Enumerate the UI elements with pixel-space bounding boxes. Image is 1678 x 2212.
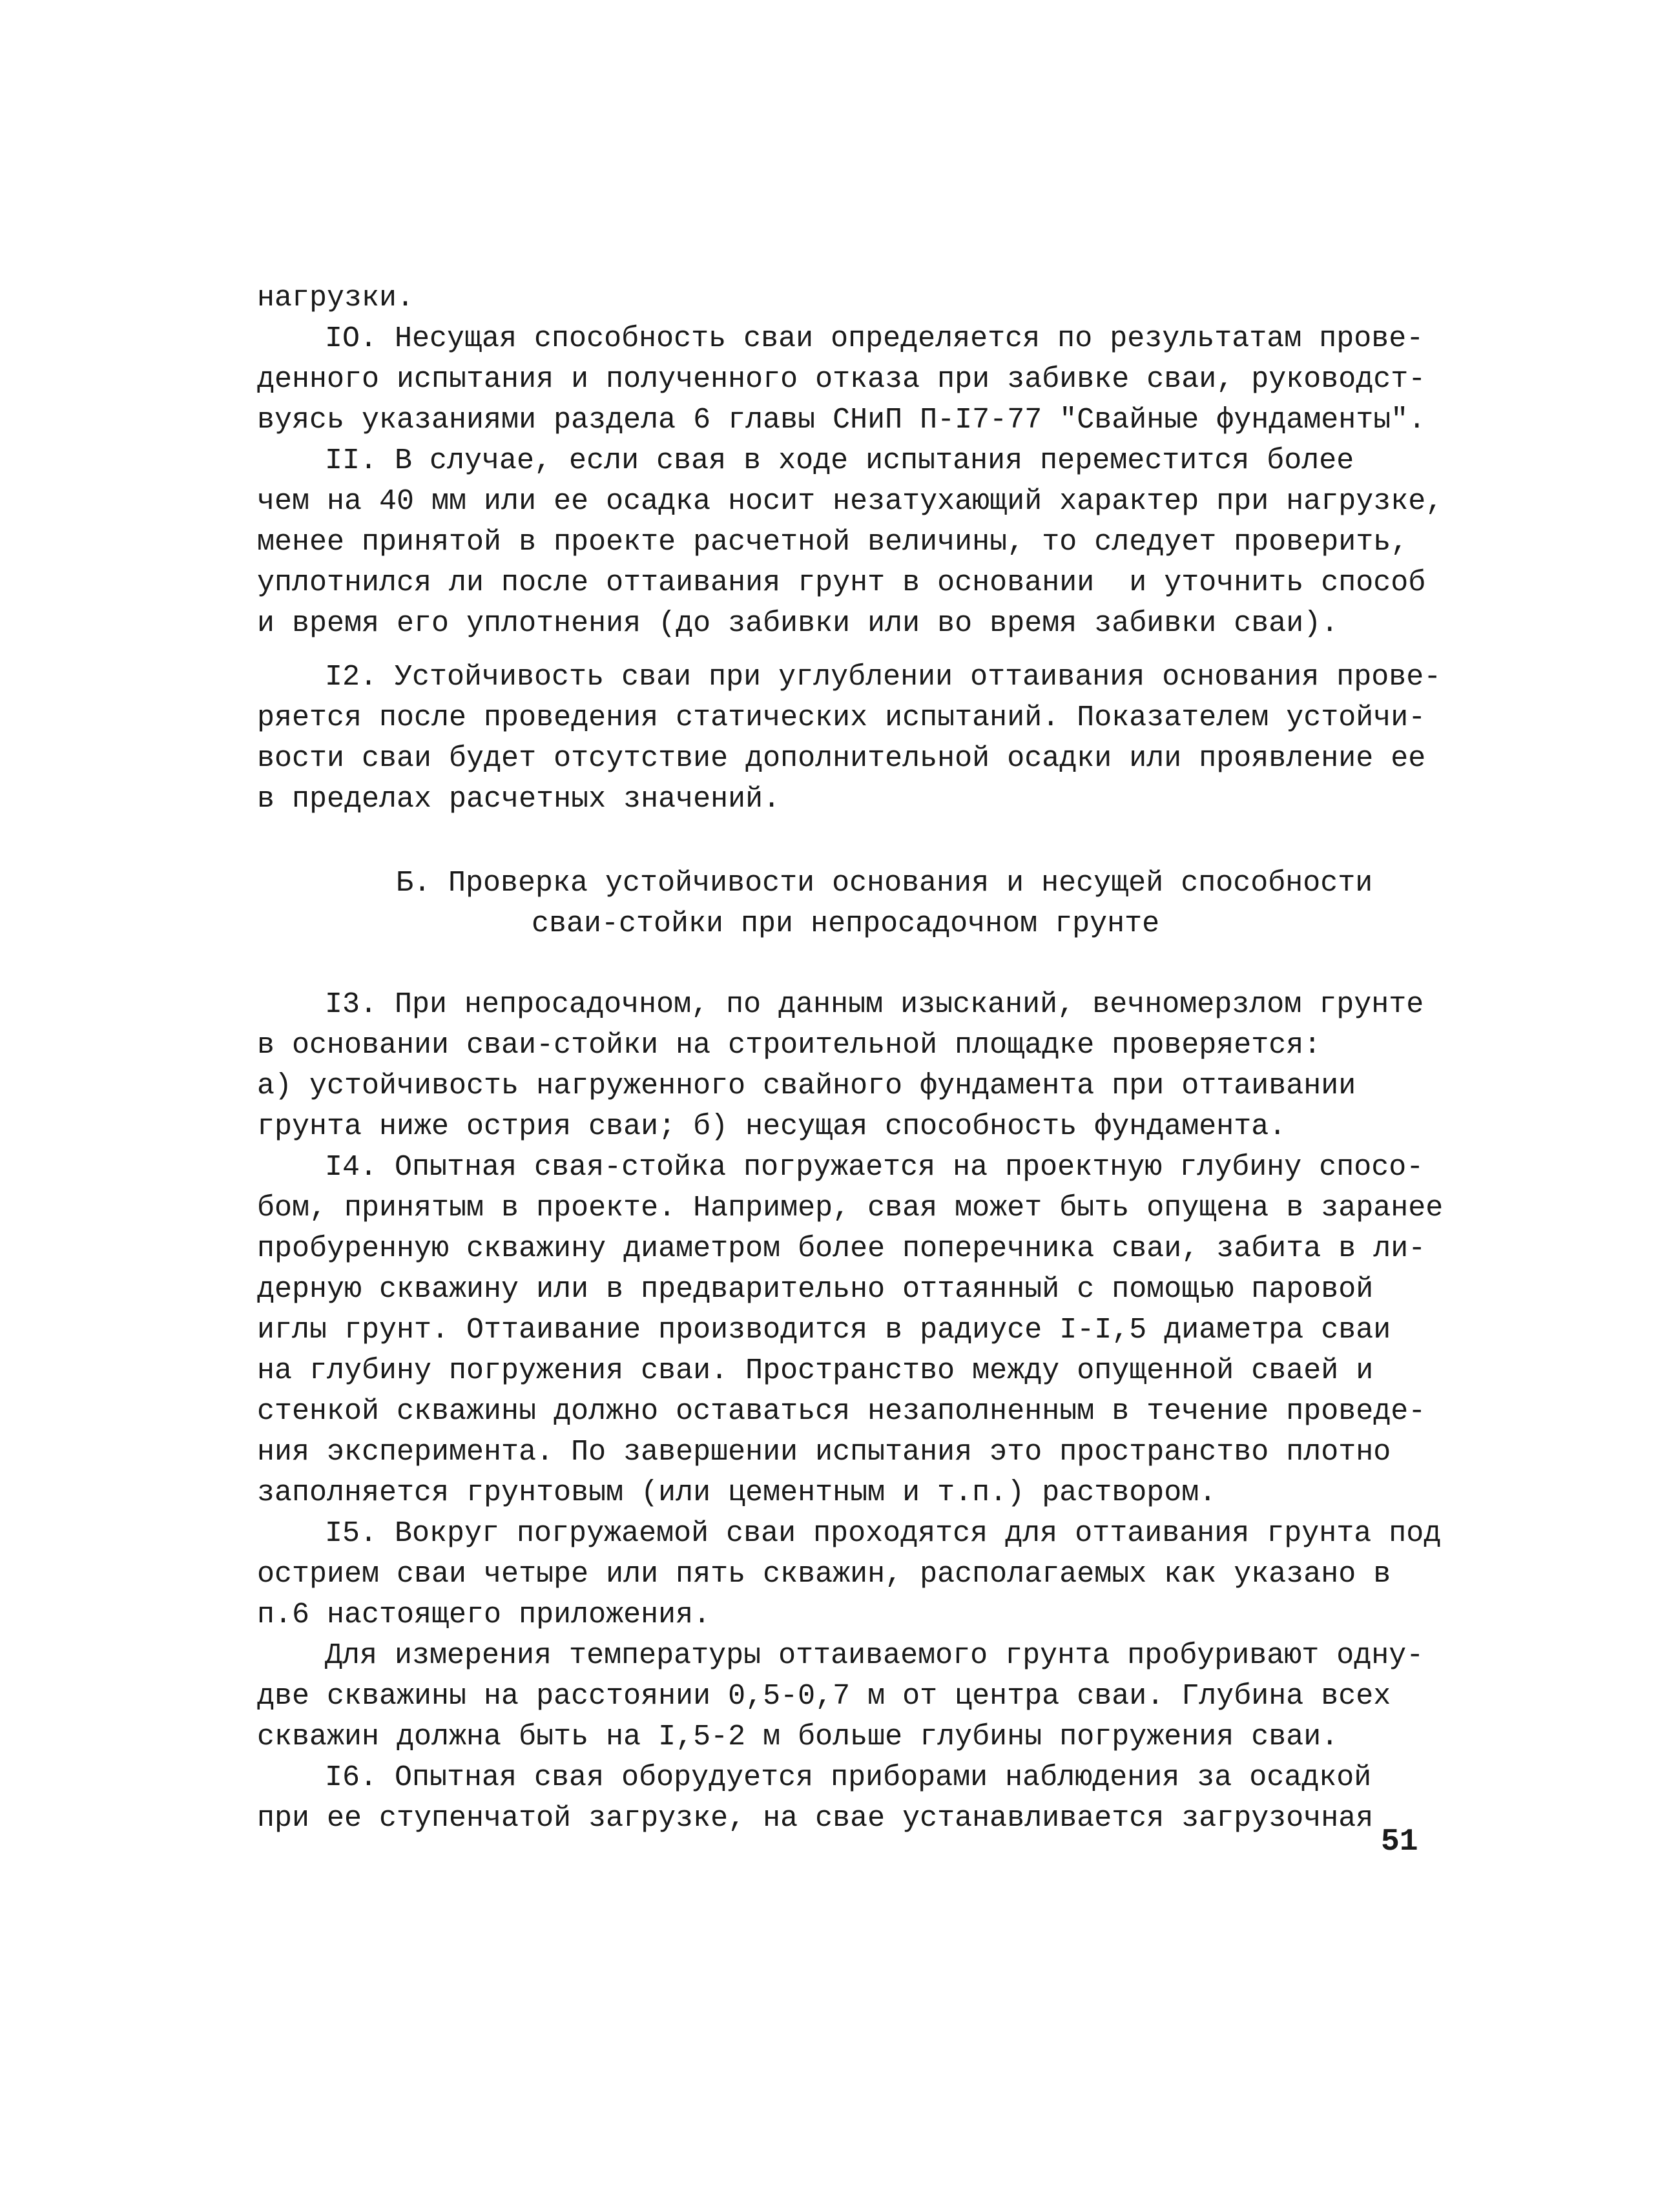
text-line: IO. Несущая способность сваи определяется по результатам прове- [325, 322, 1424, 355]
text-line: I3. При непросадочном, по данным изысканий, вечномерзлом грунте [325, 988, 1424, 1021]
text-line: менее принятой в проекте расчетной величины, то следует проверить, [257, 526, 1409, 559]
text-line: две скважины на расстоянии 0,5-0,7 м от центра сваи. Глубина всех [257, 1680, 1391, 1713]
text-line: грунта ниже острия сваи; б) несущая способность фундамента. [257, 1110, 1287, 1143]
text-line: а) устойчивость нагруженного свайного фундамента при оттаивании [257, 1070, 1356, 1102]
text-line: нагрузки. [257, 282, 415, 315]
text-line: вуясь указаниями раздела 6 главы СНиП П-I7-77 "Свайные фундаменты". [257, 404, 1426, 437]
text-line: вости сваи будет отсутствие дополнительной осадки или проявление ее [257, 742, 1426, 775]
text-line: и время его уплотнения (до забивки или во время забивки сваи). [257, 607, 1339, 640]
text-line: в основании сваи-стойки на строительной площадке проверяется: [257, 1029, 1321, 1062]
text-line: дерную скважину или в предварительно оттаянный с помощью паровой [257, 1273, 1374, 1306]
text-line: Для измерения температуры оттаиваемого грунта пробуривают одну- [325, 1639, 1424, 1672]
section-heading: сваи-стойки при непросадочном грунте [532, 907, 1160, 940]
text-line: бом, принятым в проекте. Например, свая может быть опущена в заранее [257, 1192, 1444, 1225]
text-line: при ее ступенчатой загрузке, на сваe устанавливается загрузочная [257, 1802, 1374, 1835]
text-line: I4. Опытная свая-стойка погружается на проектную глубину спосо- [325, 1151, 1424, 1184]
text-line: I5. Вокруг погружаемой сваи проходятся для оттаивания грунта под [325, 1517, 1442, 1550]
text-line: денного испытания и полученного отказа при забивке сваи, руководст- [257, 363, 1426, 396]
text-line: заполняется грунтовым (или цементным и т.п.) раствором. [257, 1476, 1217, 1509]
text-line: острием сваи четыре или пять скважин, располагаемых как указано в [257, 1558, 1391, 1591]
text-line: скважин должна быть на I,5-2 м больше глубины погружения сваи. [257, 1721, 1339, 1753]
text-line: I6. Опытная свая оборудуется приборами наблюдения за осадкой [325, 1761, 1372, 1794]
text-line: чем на 40 мм или ее осадка носит незатухающий характер при нагрузке, [257, 485, 1444, 518]
text-line: I2. Устойчивость сваи при углублении оттаивания основания прове- [325, 661, 1442, 694]
text-line: II. В случае, если свая в ходе испытания переместится более [325, 444, 1354, 477]
text-line: стенкой скважины должно оставаться незаполненным в течение проведе- [257, 1395, 1426, 1428]
text-line: на глубину погружения сваи. Пространство между опущенной сваей и [257, 1354, 1374, 1387]
text-line: в пределах расчетных значений. [257, 783, 781, 816]
text-line: ряется после проведения статических испытаний. Показателем устойчи- [257, 701, 1426, 734]
text-line: ния эксперимента. По завершении испытания это пространство плотно [257, 1436, 1391, 1469]
page-number: 51 [1381, 1824, 1418, 1859]
text-line: п.6 настоящего приложения. [257, 1598, 711, 1631]
section-heading: Б. Проверка устойчивости основания и несущей способности [396, 867, 1373, 900]
text-line: уплотнился ли после оттаивания грунт в основании и уточнить способ [257, 566, 1426, 599]
text-line: пробуренную скважину диаметром более поперечника сваи, забита в ли- [257, 1232, 1426, 1265]
text-line: иглы грунт. Оттаивание производится в радиусе I-I,5 диаметра сваи [257, 1314, 1391, 1347]
